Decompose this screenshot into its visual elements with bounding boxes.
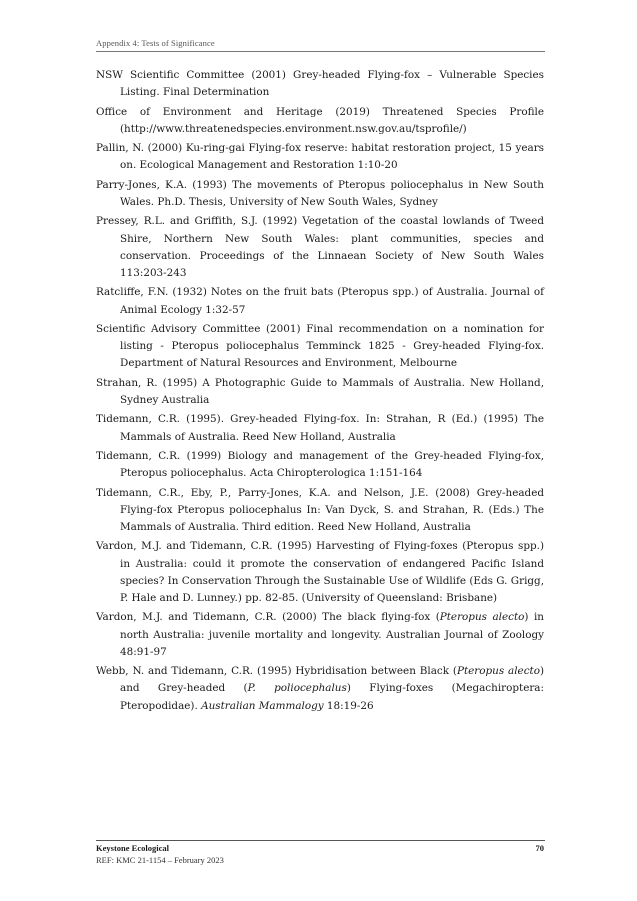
footer-company: Keystone Ecological <box>96 843 169 853</box>
reference-text: Tidemann, C.R., Eby, P., Parry-Jones, K.A. and Nelson, J.E. (2008) Grey-headed Flying-fox Pteropus poliocephalus In: Van Dyck, S. and Strahan, R. (Eds.) The Mammals of Australia. Third edition. Reed New Holland, Australia <box>96 486 544 533</box>
header-divider <box>96 51 545 52</box>
reference-list <box>96 67 544 717</box>
reference-italic-text: Pteropus alecto <box>456 665 540 678</box>
reference-text: Pallin, N. (2000) Ku-ring-gai Flying-fox reserve: habitat restoration project, 15 years on. Ecological Management and Restoration 1:10-20 <box>96 142 544 172</box>
reference-text: Vardon, M.J. and Tidemann, C.R. (1995) Harvesting of Flying-foxes (Pteropus spp.) in Australia: could it promote the conservation of endangered Pacific Island species? In Conservation Through the Sustainable Use of Wildlife (Eds G. Grigg, P. Hale and D. Lunney.) pp. 82-85. (University of Queensland: Brisbane) <box>96 540 544 604</box>
reference-text: Tidemann, C.R. (1999) Biology and management of the Grey-headed Flying-fox, Pteropus poliocephalus. Acta Chiropterologica 1:151-164 <box>96 449 544 480</box>
reference-text: Scientific Advisory Committee (2001) Final recommendation on a nomination for listing - Pteropus poliocephalus Temminck 1825 - Grey-headed Flying-fox. Department of Natural Resources and Environment, Melbourne <box>96 322 544 370</box>
reference-text: Vardon, M.J. and Tidemann, C.R. (2000) The black flying-fox ( <box>96 611 440 624</box>
reference-entry <box>96 284 544 318</box>
reference-entry <box>96 485 544 537</box>
reference-entry <box>96 411 544 445</box>
reference-text: NSW Scientific Committee (2001) Grey-headed Flying-fox – Vulnerable Species Listing. Final Determination <box>96 69 544 99</box>
reference-text: ) in north Australia: juvenile mortality and longevity. Australian Journal of Zoology 48:91-97 <box>120 611 545 658</box>
reference-text: Pressey, R.L. and Griffith, S.J. (1992) Vegetation of the coastal lowlands of Tweed Shire, Northern New South Wales: plant communities, species and conservation. Proceedings of the Linnaean Society of New South Wales 113:203-243 <box>96 215 544 279</box>
footer-divider <box>96 840 545 841</box>
reference-italic-text: Pteropus alecto <box>439 611 525 624</box>
reference-entry <box>96 177 544 211</box>
reference-entry <box>96 67 544 101</box>
reference-entry <box>96 538 544 607</box>
reference-text: Ratcliffe, F.N. (1932) Notes on the fruit bats (Pteropus spp.) of Australia. Journal of Animal Ecology 1:32-57 <box>96 286 544 316</box>
reference-entry <box>96 375 544 409</box>
reference-text: Tidemann, C.R. (1995). Grey-headed Flying-fox. In: Strahan, R (Ed.) (1995) The Mammals of Australia. Reed New Holland, Australia <box>96 413 544 443</box>
reference-text: ) and Grey-headed ( <box>120 665 545 695</box>
reference-entry <box>96 663 544 715</box>
reference-italic-text: P. poliocephalus <box>247 682 347 695</box>
reference-entry <box>96 213 544 282</box>
running-header: Appendix 4: Tests of Significance <box>96 38 215 48</box>
footer-document-reference: REF: KMC 21-1154 – February 2023 <box>96 855 224 865</box>
reference-entry <box>96 140 544 174</box>
reference-entry <box>96 104 544 138</box>
reference-entry <box>96 321 544 373</box>
reference-italic-text: Australian Mammalogy <box>201 699 324 712</box>
reference-text: Strahan, R. (1995) A Photographic Guide to Mammals of Australia. New Holland, Sydney Australia <box>96 376 544 406</box>
reference-text: ) Flying-foxes (Megachiroptera: Pteropodidae). <box>120 682 545 712</box>
page-number: 70 <box>535 843 544 853</box>
reference-text: Parry-Jones, K.A. (1993) The movements of Pteropus poliocephalus in New South Wales. Ph.D. Thesis, University of New South Wales, Sydney <box>96 178 544 208</box>
reference-text: Office of Environment and Heritage (2019) Threatened Species Profile (http://www.threatenedspecies.environment.nsw.gov.au/tsprofile/) <box>96 105 544 135</box>
reference-entry <box>96 448 544 482</box>
reference-text: 18:19-26 <box>323 699 374 712</box>
reference-text: Webb, N. and Tidemann, C.R. (1995) Hybridisation between Black ( <box>96 665 457 678</box>
reference-entry <box>96 609 544 661</box>
